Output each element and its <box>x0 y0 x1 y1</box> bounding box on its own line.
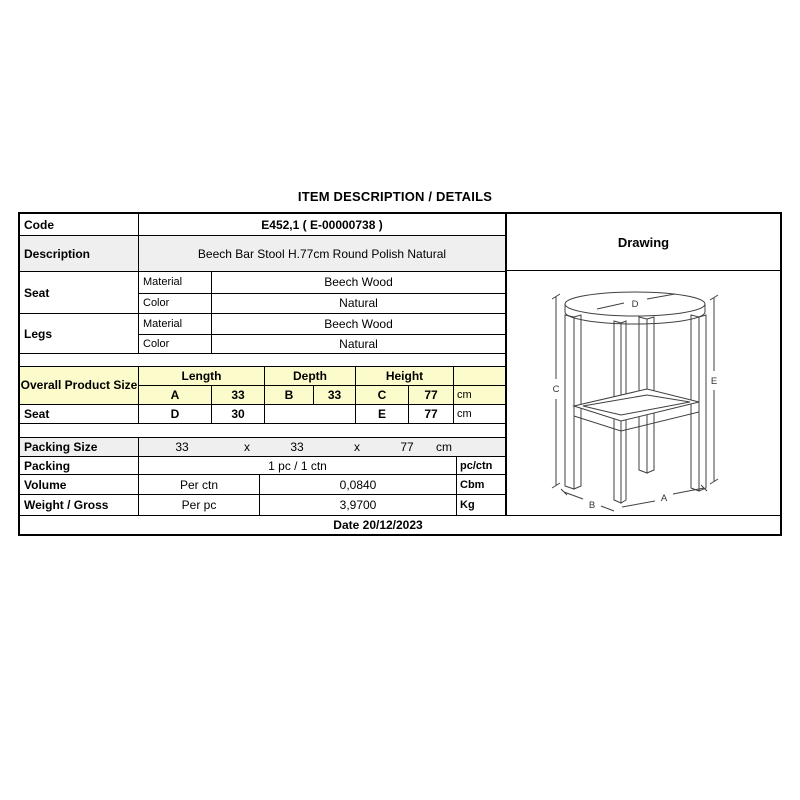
packing-label: Packing <box>20 457 139 474</box>
dim-label-d: D <box>631 299 639 310</box>
weight-per: Per pc <box>139 495 260 515</box>
packing-size-length: 33 <box>175 440 189 454</box>
dim-b-value: 33 <box>314 386 356 405</box>
dim-label-a: A <box>660 493 668 504</box>
weight-unit: Kg <box>460 499 475 511</box>
code-value: E452,1 ( E-00000738 ) <box>261 217 383 232</box>
col-height: Height <box>356 367 454 386</box>
description-row <box>20 236 505 272</box>
packing-size-x2: x <box>354 440 360 454</box>
seat-label: Seat <box>20 272 139 313</box>
legs-material-row <box>139 314 505 334</box>
packing-size-unit: cm <box>436 440 452 454</box>
weight-row <box>20 495 505 515</box>
volume-unit: Cbm <box>460 478 485 491</box>
packing-value: 1 pc / 1 ctn <box>139 457 457 474</box>
size-table <box>20 367 505 424</box>
spacer-row <box>20 354 505 367</box>
dim-seat-unit: cm <box>457 408 472 420</box>
size-seat-depth-empty <box>265 405 356 423</box>
seat-color-row <box>139 293 505 314</box>
weight-value: 3,9700 <box>260 495 457 515</box>
date-value: Date 20/12/2023 <box>333 518 423 532</box>
dim-label-b: B <box>588 500 596 511</box>
dim-d-key: D <box>139 405 212 423</box>
col-depth: Depth <box>265 367 356 386</box>
seat-material-value: Beech Wood <box>324 275 393 290</box>
dim-e-value: 77 <box>409 405 454 423</box>
legs-color-label: Color <box>139 335 212 354</box>
drawing-title: Drawing <box>507 214 780 271</box>
legs-color-row <box>139 334 505 354</box>
volume-value: 0,0840 <box>260 475 457 494</box>
table-main <box>20 214 780 515</box>
stool-stretcher <box>574 389 699 431</box>
drawing-canvas <box>507 271 780 515</box>
page-title: ITEM DESCRIPTION / DETAILS <box>297 189 493 204</box>
packing-size-height: 77 <box>400 440 414 454</box>
packing-size-label: Packing Size <box>20 438 139 456</box>
legs-group <box>20 314 505 354</box>
spec-table <box>18 212 782 536</box>
code-label: Code <box>20 214 139 235</box>
packing-unit: pc/ctn <box>460 459 493 472</box>
volume-row <box>20 475 505 495</box>
dim-d-value: 30 <box>212 405 265 423</box>
seat-material-label: Material <box>139 272 212 293</box>
stool-drawing <box>508 271 779 515</box>
packing-size-row <box>20 438 505 457</box>
dim-a-key: A <box>139 386 212 405</box>
spacer-row <box>20 424 505 438</box>
packing-size-x1: x <box>244 440 250 454</box>
packing-size-values <box>139 438 505 456</box>
date-row <box>20 515 780 534</box>
seat-group <box>20 272 505 314</box>
col-length: Length <box>139 367 265 386</box>
seat-color-value: Natural <box>339 296 378 311</box>
dim-e-key: E <box>356 405 409 423</box>
dim-line-e <box>710 295 718 484</box>
description-value: Beech Bar Stool H.77cm Round Polish Natural <box>197 246 447 261</box>
legs-color-value: Natural <box>339 336 378 351</box>
seat-color-label: Color <box>139 294 212 314</box>
dim-b-key: B <box>265 386 314 405</box>
dim-line-b <box>561 489 614 511</box>
code-row <box>20 214 505 236</box>
dim-label-c: C <box>552 384 560 395</box>
dim-c-key: C <box>356 386 409 405</box>
weight-label: Weight / Gross <box>20 495 139 515</box>
description-label: Description <box>20 236 139 271</box>
legs-material-value: Beech Wood <box>324 316 393 331</box>
dim-c-value: 77 <box>409 386 454 405</box>
dim-unit: cm <box>454 386 505 405</box>
size-table-label: Overall Product Size <box>20 367 139 405</box>
dim-a-value: 33 <box>212 386 265 405</box>
volume-per: Per ctn <box>139 475 260 494</box>
packing-size-depth: 33 <box>290 440 304 454</box>
seat-material-row <box>139 272 505 293</box>
packing-row <box>20 457 505 475</box>
drawing-region <box>507 214 780 515</box>
dim-label-e: E <box>710 376 718 387</box>
col-unit-empty <box>454 367 505 386</box>
size-seat-label: Seat <box>20 405 139 423</box>
volume-label: Volume <box>20 475 139 494</box>
data-region <box>20 214 507 515</box>
legs-material-label: Material <box>139 314 212 334</box>
legs-label: Legs <box>20 314 139 353</box>
